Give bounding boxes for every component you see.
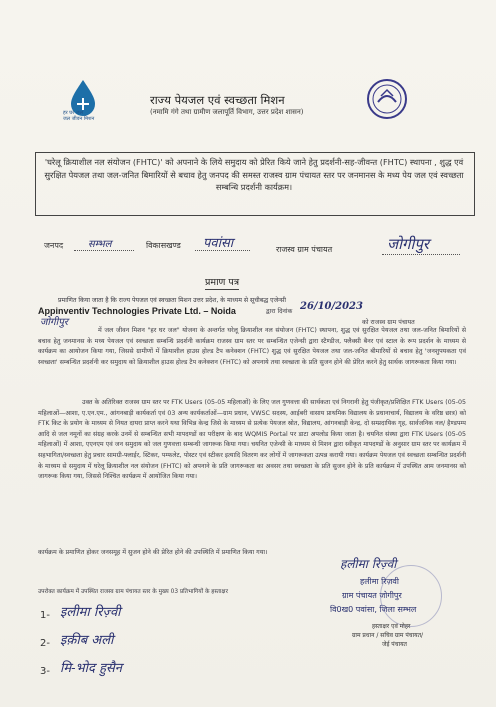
- notice-text: 'घरेलू क्रियाशील नल संयोजन (FHTC)' को अपनाने के लिये समुदाय को प्रेरित किये जाने हेतु प्रदर्शनी-सह-जीवन्त (FHTC) स्थापना , शुद्ध एवं सुरक्षित पेयजल तथा जल-जनित बिमारियों से बचाव हेतु जनपद की समस्त राजस्व ग्राम पंचायत स्तर पर जनमानस के मध्य पेय जल एवं स्वच्छता सम्बन्धि प्रदर्शनी कार्यक्रम।: [44, 157, 464, 193]
- signature-footer-2: ग्राम प्रधान / सचिव ग्राम पंचायत/: [352, 632, 424, 639]
- logo-text-2: जल जीवन मिशन: [63, 116, 95, 122]
- paragraph-2: उक्त के अतिरिक्त राजस्व ग्राम स्तर पर FTK Users (05-05 महिलाओं) के लिए जल गुणवत्ता की सार्थकता एवं निगरानी हेतु पंजीकृत/प्रशिक्षित FTK Users (05-05 महिलाओं—आशा, ए.एन.एम., आंगनबाड़ी कार्यकर्ता एवं 03 अन्य कार्यकर्ताओं—ग्राम प्रधान, VWSC सदस्य, आईबरी वासाय प्राथमिक विद्यालय के प्रधानाचार्य, विद्यालय के वरिष्ठ छात्र) को FTK किट के प्रयोग के माध्यम से नियत दायरा प्राप्त करने यथा विभिन्न केन्द्र जिसे के माध्यम से प्रत्येक पेयजल स्रोत, विद्यालय, आंगनबाड़ी केन्द्र, दो सम्प्रदायिक गृह, सार्वजनिक नल/ हैण्डपम्प आदि से जल नमूनों का संग्रह करके उनमें से सम्बन्धित सभी मापदण्डों का परीक्षण के बाद WQMIS Portal पर डाटा अपलोड किया जाता है। चयनित संस्था द्वारा FTK Users (05-05 महिलाओं) में आशा, एएनएम एवं जन समुदाय को जल गुणवत्ता सम्बन्धी जागरूक किया गया। चयनित एजेन्सी के माध्यम से मिशन द्वारा स्वीकृत मापदण्डों के अनुसार ग्राम स्तर पर कार्यक्रम में सहभागिता/स्वच्छता हेतु प्रचार सामग्री-फ्लाईर, स्टिकर, पम्फलेट, पोस्टर एवं स्टीकर इत्यादि वितरण कर लोगों में जागरूकता उत्पन्न करायी गया। कार्यक्रम पेयजल एवं स्वच्छता सम्बन्धित प्रदर्शनी के माध्यम से समुदाय में घरेलू क्रियाशील नल संयोजन (FHTC) को अपनाने के प्रति जागरूकता का अवसर तथा स्वच्छता के प्रति सुजन होने के प्रति कार्यक्रम में उपस्थित आम जनमानस को जागरूक किया गया, जिससे निश्चित कार्यक्रम में आयोजित किया गया।: [38, 399, 466, 481]
- panchayat-line: [382, 254, 460, 255]
- date-value: 26/10/2023: [300, 301, 363, 312]
- witness-signature: मि-भोद हुसैन: [60, 661, 122, 676]
- witness-number: 1-: [40, 610, 50, 621]
- witness-number: 2-: [40, 638, 50, 649]
- agency-name: Appinventiv Technologies Private Ltd. – Noida: [38, 306, 236, 316]
- date-suffix: को राजस्व ग्राम पंचायत: [362, 319, 415, 326]
- witness-signature: इक़ीब अली: [60, 633, 114, 648]
- district-label: जनपद: [44, 241, 64, 250]
- certificate-title: प्रमाण पत्र: [205, 277, 240, 288]
- district-value: सम्भल: [88, 239, 112, 250]
- up-government-emblem-icon: [366, 78, 408, 120]
- stamp-line-2: ग्राम पंचायत जोगीपुर: [342, 591, 402, 600]
- witness-label: उपरोक्त कार्यक्रम में उपस्थित राजस्व ग्राम पंचायत स्तर के मुख्य 03 प्रतिभागियों के हस्ताक्षर: [38, 589, 228, 595]
- certificate-intro: प्रमाणित किया जाता है कि राज्य पेयजल एवं स्वच्छता मिशन उत्तर प्रदेश, के माध्यम से सूचीबद्ध एजेन्सी: [58, 297, 286, 304]
- date-prefix: द्वारा दिनांक: [266, 308, 293, 315]
- signature-footer-3: जेई पंचायत: [382, 641, 407, 648]
- village-value: जोगीपुर: [40, 317, 68, 328]
- stamp-line-1: हलीमा रिज़वी: [360, 577, 399, 586]
- witness-signature: इलीमा रिज़्वी: [60, 605, 121, 620]
- closing-line: कार्यक्रम के प्रमाणित होकर जनसमूह में सुजन होने की प्रेरित होने की उपस्थिति में प्रमाणित किया गया।: [38, 549, 268, 556]
- witness-number: 3-: [40, 666, 50, 677]
- stamp-line-3: वि0ख0 पवांसा, जिला सम्भल: [330, 605, 417, 614]
- logo-text-1: हर घर जल: [63, 110, 83, 116]
- district-line: [74, 250, 134, 251]
- header-title: राज्य पेयजल एवं स्वच्छता मिशन: [150, 93, 285, 107]
- header-subtitle: (नमामि गंगे तथा ग्रामीण जलापूर्ति विभाग, उत्तर प्रदेश शासन): [150, 108, 304, 116]
- signature-footer-1: हस्ताक्षर एवं मोहर: [372, 623, 411, 630]
- sarpanch-signature: हलीमा रिज़्वी: [340, 557, 397, 571]
- paragraph-1: में जल जीवन मिशन "हर घर जल" योजना के अन्तर्गत घरेलू क्रियाशील नल संयोजन (FHTC) स्थापना, शुद्ध एवं सुरक्षित पेयजल तथा जल-जनित बिमारियों से बचाव हेतु जनमानस के मध्य पेयजल एवं स्वच्छता सम्बन्धि प्रदर्शनी कार्यक्रम राजस्व ग्राम स्तर पर सम्बन्धित एजेन्सी द्वारा स्टैण्डीज, फ्लैक्सी बैनर एवं स्टाल के रूप प्रदर्शन के माध्यम से कार्यक्रम का आयोजन किया गया, जिससे ग्रामीणों में क्रियाशील हाउस होल्ड टैप कनेक्शन (FHTC) शुद्ध एवं सुरक्षित पेयजल तथा जल-जनित बीमारियों से बचाव हेतु 'जनशुपयकता एवं स्वच्छता' सम्बन्धित प्रदर्शनी कर समुदाय को क्रियाशील हाउस होल्ड टैप कनेक्शन (FHTC) को अपनाये तथा स्वच्छता के प्रति सुजन होने की प्रेरित करने हेतु सार्थक जागरूकता किया गया।: [38, 327, 466, 366]
- block-value: पवांसा: [203, 236, 234, 251]
- panchayat-label: राजस्व ग्राम पंचायत: [276, 245, 333, 254]
- block-label: विकासखण्ड: [146, 241, 181, 250]
- panchayat-value: जोगीपुर: [387, 235, 430, 253]
